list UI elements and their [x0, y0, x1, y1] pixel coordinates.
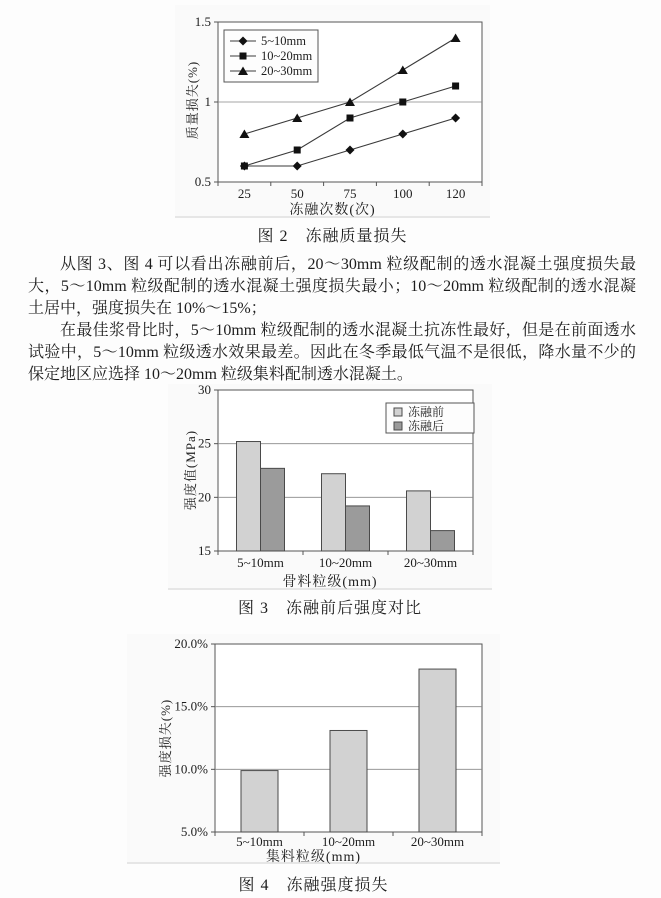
- figure-3-caption: 图 3 冻融前后强度对比: [237, 600, 422, 617]
- y-tick-label: 1.5: [195, 14, 211, 29]
- y-tick-label: 20.0%: [174, 636, 208, 651]
- x-category-label: 75: [343, 186, 357, 201]
- figure-2: [175, 5, 490, 243]
- figure-4-x-axis-label: 集料粒级(mm): [265, 850, 362, 865]
- bar: [237, 442, 261, 551]
- y-tick-label: 15.0%: [174, 698, 208, 714]
- bar: [419, 669, 456, 832]
- legend-marker: [240, 53, 247, 60]
- data-point-marker: [241, 163, 248, 170]
- x-category-label: 5~10mm: [237, 555, 284, 570]
- figure-3-y-axis-label: 强度值(MPa): [183, 429, 198, 511]
- data-point-marker: [399, 99, 406, 106]
- figure-3: [168, 384, 492, 618]
- x-category-label: 10~20mm: [318, 555, 373, 570]
- y-tick-label: 5.0%: [180, 824, 208, 839]
- data-point-marker: [294, 147, 301, 154]
- bar: [330, 730, 367, 832]
- y-tick-label: 1: [204, 94, 211, 109]
- legend-swatch: [394, 408, 402, 416]
- legend-label: 冻融后: [408, 419, 445, 433]
- x-category-label: 20~30mm: [403, 555, 458, 570]
- x-category-label: 20~30mm: [410, 834, 465, 849]
- legend-label: 10~20mm: [261, 49, 313, 63]
- x-category-label: 100: [393, 186, 413, 201]
- figure-2-line-chart: [195, 5, 487, 203]
- bar: [322, 474, 346, 551]
- bar: [261, 468, 285, 551]
- y-tick-label: 30: [198, 384, 211, 397]
- y-tick-label: 25: [198, 435, 211, 451]
- figure-2-caption: 图 2 冻融质量损失: [257, 228, 408, 245]
- figure-4-bar-chart: [167, 634, 487, 852]
- bar: [346, 506, 370, 551]
- x-category-label: 5~10mm: [236, 834, 283, 849]
- body-text: [28, 254, 636, 386]
- data-point-marker: [452, 83, 459, 90]
- y-tick-label: 10.0%: [174, 761, 208, 777]
- x-category-label: 10~20mm: [321, 834, 376, 849]
- paragraph-2: 在最佳浆骨比时，5～10mm 粒级配制的透水混凝土抗冻性最好，但是在前面透水试验中，5～10mm 粒级透水效果最差。因此在冬季最低气温不是很低，降水量不少的保定地区应选择 10～20mm 粒级集料配制透水混凝土。: [28, 322, 636, 383]
- x-category-label: 50: [290, 186, 304, 201]
- figure-2-image-area: [175, 5, 490, 218]
- bar: [431, 531, 455, 551]
- y-tick-label: 0.5: [195, 174, 211, 189]
- paragraph-1: 从图 3、图 4 可以看出冻融前后，20～30mm 粒级配制的透水混凝土强度损失最大，5～10mm 粒级配制的透水混凝土强度损失最小；10～20mm 粒级配制的透水混凝土居中，强度损失在 10%～15%；: [28, 256, 636, 317]
- data-point-marker: [347, 115, 354, 122]
- figure-2-y-axis-label: 质量损失(%): [185, 60, 200, 140]
- figure-4: [127, 634, 500, 896]
- y-tick-label: 15: [198, 543, 211, 558]
- x-category-label: 120: [445, 186, 466, 201]
- bar: [407, 491, 431, 551]
- legend-swatch: [394, 422, 402, 430]
- legend-label: 5~10mm: [261, 34, 306, 48]
- figure-3-image-area: [168, 384, 492, 590]
- figure-2-x-axis-label: 冻融次数(次): [289, 203, 376, 218]
- y-tick-label: 20: [198, 489, 211, 505]
- legend-label: 20~30mm: [261, 64, 313, 78]
- x-category-label: 25: [237, 186, 251, 201]
- figure-3-x-axis-label: 骨料粒级(mm): [282, 575, 378, 590]
- figure-3-bar-chart: [188, 384, 492, 572]
- bar: [241, 771, 278, 832]
- figure-4-caption: 图 4 冻融强度损失: [238, 877, 389, 894]
- figure-4-image-area: [127, 634, 500, 864]
- figure-4-y-axis-label: 强度损失(%): [158, 698, 173, 778]
- legend-label: 冻融前: [408, 405, 445, 419]
